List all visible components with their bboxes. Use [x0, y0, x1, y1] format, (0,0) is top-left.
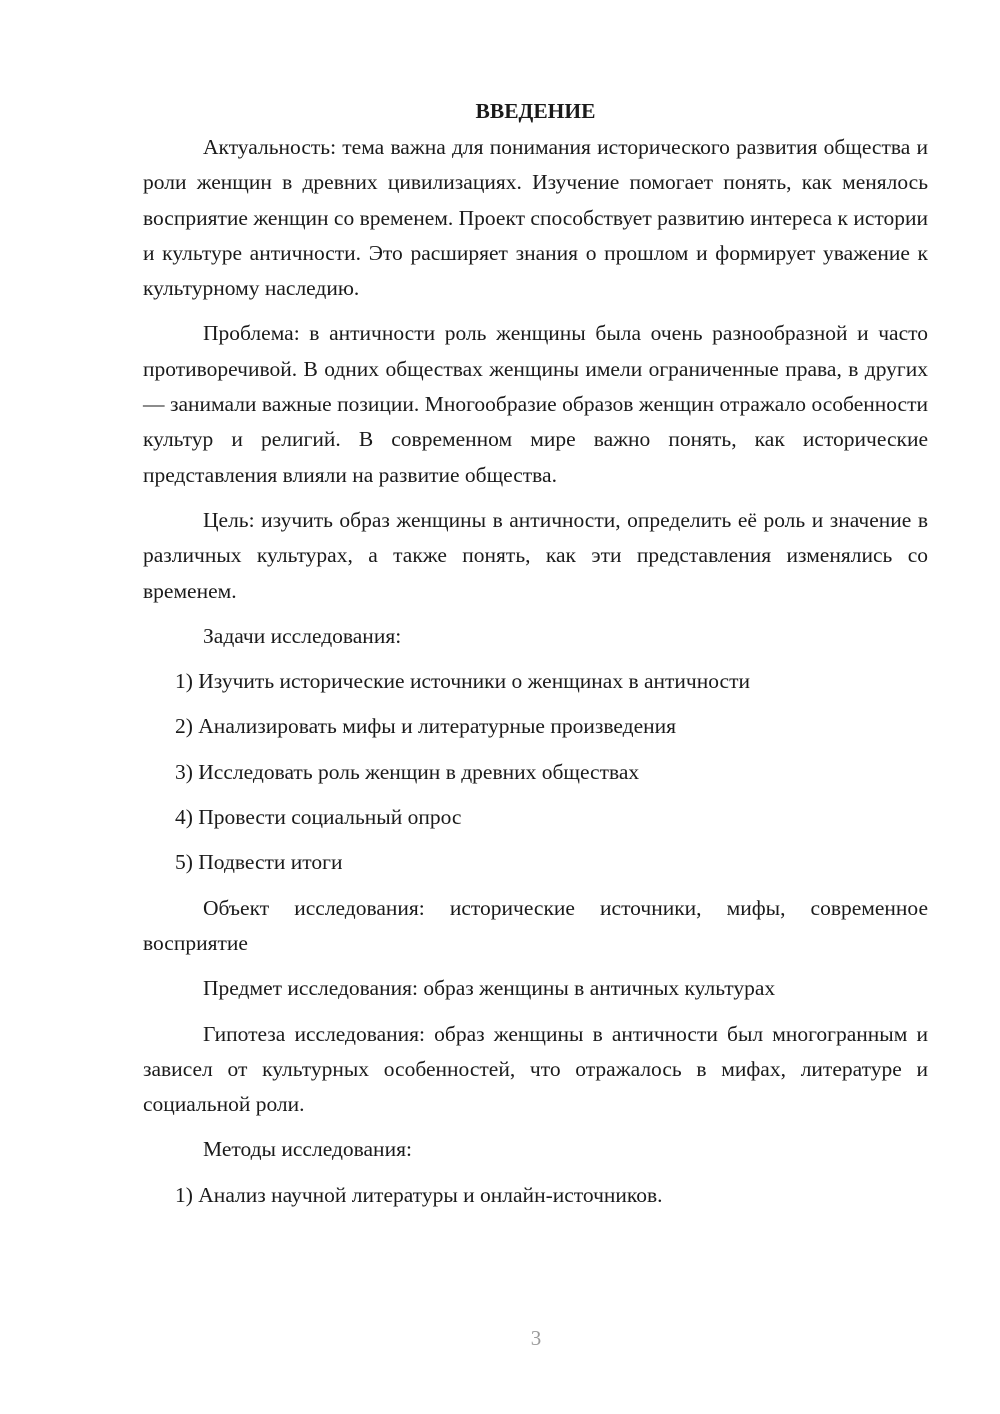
- subject-paragraph: Предмет исследования: образ женщины в античных культурах: [203, 976, 776, 1001]
- goal-paragraph: Цель: изучить образ женщины в античности, определить её роль и значение в различных культурах, а также понять, как эти представления изменялись со временем.: [143, 507, 928, 603]
- task-item: 2) Анализировать мифы и литературные произведения: [175, 714, 677, 739]
- relevance-paragraph: Актуальность: тема важна для понимания исторического развития общества и роли женщин в древних цивилизациях. Изучение помогает понять, как менялось восприятие женщин со временем. Проект способствует развитию интереса к истории и культуре античности. Это расширяет знания о прошлом и формирует уважение к культурному наследию.: [143, 135, 928, 301]
- tasks-heading: Задачи исследования:: [203, 623, 402, 648]
- page-number: 3: [530, 1326, 542, 1350]
- task-item: 3) Исследовать роль женщин в древних обществах: [175, 759, 640, 784]
- object-paragraph: Объект исследования: исторические источники, мифы, современное восприятие: [143, 895, 928, 955]
- task-item: 4) Провести социальный опрос: [175, 805, 462, 830]
- problem-paragraph: Проблема: в античности роль женщины была очень разнообразной и часто противоречивой. В одних обществах женщины имели ограниченные права, в других — занимали важные позиции. Многообразие образов женщин отражало особенности культур и религий. В современном мире важно понять, как исторические представления влияли на развитие общества.: [143, 321, 928, 487]
- page-title: ВВЕДЕНИЕ: [475, 99, 596, 123]
- task-item: 1) Изучить исторические источники о женщинах в античности: [175, 669, 750, 694]
- document-page: [143, 96, 928, 1223]
- hypothesis-paragraph: Гипотеза исследования: образ женщины в античности был многогранным и зависел от культурных особенностей, что отражалось в мифах, литературе и социальной роли.: [143, 1021, 928, 1117]
- methods-heading: Методы исследования:: [203, 1137, 412, 1162]
- task-item: 5) Подвести итоги: [175, 850, 343, 875]
- method-item: 1) Анализ научной литературы и онлайн-источников.: [175, 1182, 663, 1207]
